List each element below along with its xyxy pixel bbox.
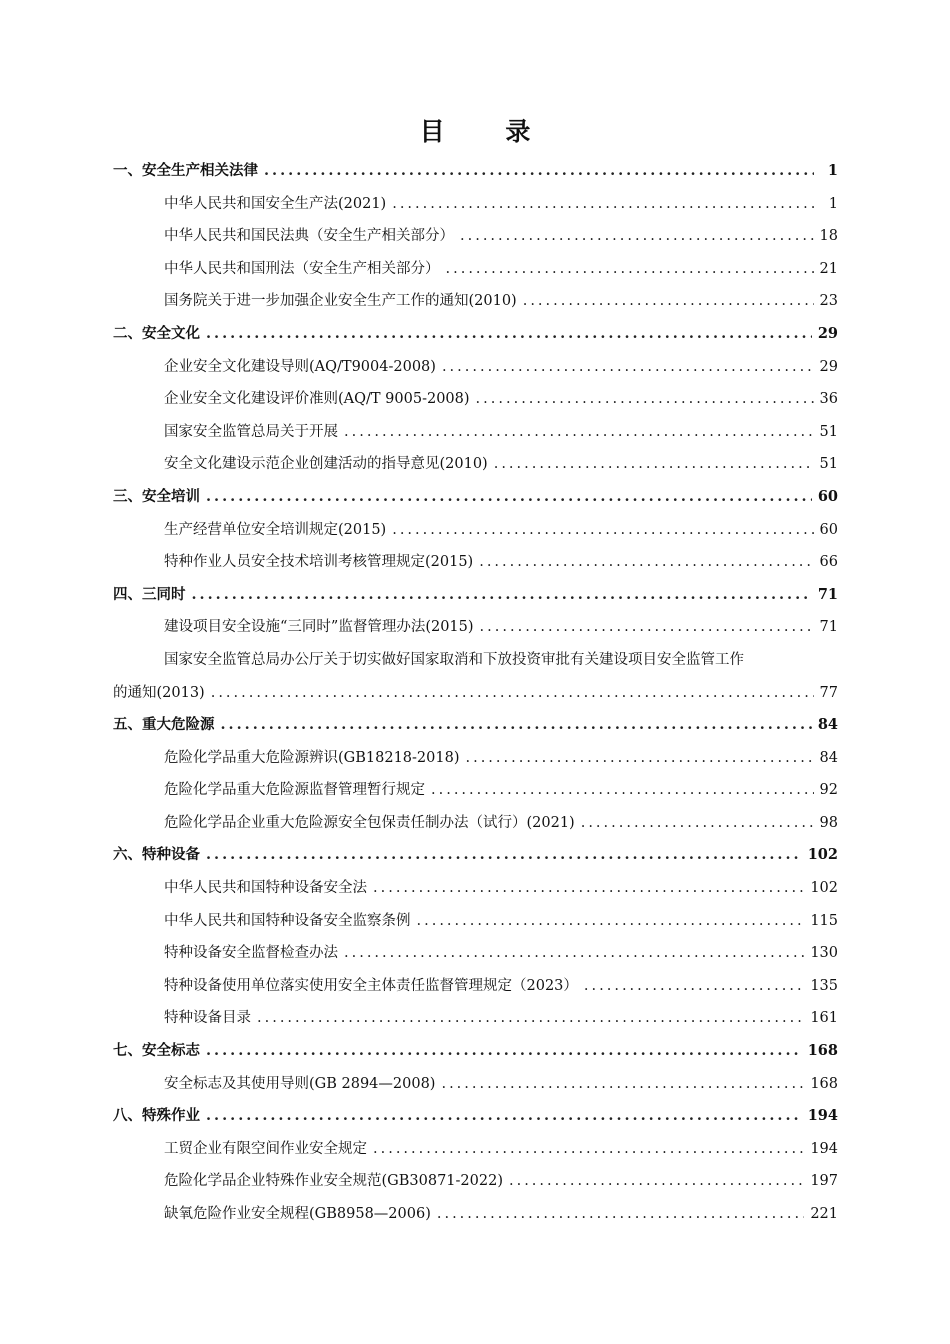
toc-dot-leader [437, 1198, 804, 1231]
toc-entry-label: 中华人民共和国民法典（安全生产相关部分） [164, 228, 454, 245]
toc-entry-label: 国家安全监管总局关于开展 [164, 423, 338, 440]
toc-page-number: 51 [819, 456, 838, 473]
toc-entry-label: 危险化学品重大危险源辨识(GB18218-2018) [164, 749, 460, 766]
toc-dot-leader [373, 872, 804, 905]
toc-dot-leader [479, 546, 813, 579]
toc-page-number: 77 [819, 684, 838, 701]
toc-section-heading[interactable] [113, 1100, 838, 1133]
toc-entry-label: 企业安全文化建设评价准则(AQ/T 9005-2008) [164, 391, 470, 408]
toc-page-number: 92 [819, 782, 838, 799]
toc-page-number: 130 [810, 945, 838, 962]
toc-section-heading[interactable] [113, 1035, 838, 1068]
toc-dot-leader [206, 481, 812, 514]
toc-page-number: 168 [807, 1042, 838, 1060]
toc-dot-leader [206, 839, 802, 872]
toc-entry[interactable] [113, 807, 838, 840]
toc-page-number: 21 [819, 260, 838, 277]
toc-page-number: 71 [819, 619, 838, 636]
toc-page-number: 168 [810, 1075, 838, 1092]
toc-section-label: 五、重大危险源 [113, 716, 215, 734]
toc-dot-leader [442, 351, 814, 384]
toc-section-heading[interactable] [113, 709, 838, 742]
toc-page-number: 84 [819, 749, 838, 766]
toc-entry[interactable] [113, 742, 838, 775]
toc-dot-leader [460, 220, 814, 253]
toc-page-number: 115 [810, 912, 838, 929]
toc-dot-leader [431, 774, 814, 807]
toc-entry-label: 生产经营单位安全培训规定(2015) [164, 521, 387, 538]
toc-entry[interactable] [113, 1165, 838, 1198]
toc-dot-leader [206, 1100, 802, 1133]
toc-page-number: 221 [810, 1206, 838, 1222]
toc-entry[interactable] [113, 514, 838, 547]
toc-entry-label: 安全标志及其使用导则(GB 2894—2008) [164, 1075, 436, 1092]
toc-entry-label: 建设项目安全设施“三同时”监督管理办法(2015) [164, 619, 474, 636]
toc-page-number: 98 [819, 814, 838, 831]
toc-dot-leader [446, 253, 814, 286]
toc-entry[interactable] [113, 1198, 838, 1231]
toc-entry[interactable] [113, 611, 838, 644]
toc-dot-leader [476, 383, 814, 416]
toc-page-number: 29 [817, 324, 838, 342]
toc-section-heading[interactable] [113, 839, 838, 872]
toc-entry[interactable] [113, 253, 838, 286]
toc-page-number: 1 [827, 162, 838, 179]
toc-dot-leader [344, 416, 814, 449]
toc-entry[interactable] [113, 1133, 838, 1166]
toc-dot-leader [206, 1035, 802, 1068]
toc-page-number: 194 [810, 1140, 838, 1157]
toc-dot-leader [584, 970, 804, 1003]
toc-section-heading[interactable] [113, 579, 838, 612]
toc-entry[interactable] [113, 220, 838, 253]
toc-entry-label: 特种设备安全监督检查办法 [164, 945, 338, 962]
toc-entry[interactable] [113, 1068, 838, 1101]
toc-page-number: 102 [810, 880, 838, 897]
toc-page-number: 51 [819, 423, 838, 440]
toc-dot-leader [509, 1165, 804, 1198]
toc-entry[interactable] [113, 351, 838, 384]
toc-entry-label: 危险化学品重大危险源监督管理暂行规定 [164, 782, 425, 799]
toc-entry-label: 特种设备使用单位落实使用安全主体责任监督管理规定（2023） [164, 977, 578, 994]
toc-entry-label-cont: 的通知(2013) [113, 684, 205, 701]
toc-dot-leader [392, 514, 813, 547]
toc-entry[interactable] [113, 188, 838, 221]
toc-section-label: 七、安全标志 [113, 1042, 200, 1060]
toc-page-number: 161 [810, 1010, 838, 1027]
toc-entry[interactable] [113, 1002, 838, 1035]
toc-entry-label: 企业安全文化建设导则(AQ/T9004-2008) [164, 358, 436, 375]
toc-dot-leader [192, 579, 812, 612]
toc-page-number: 84 [817, 716, 838, 734]
toc-section-label: 六、特种设备 [113, 846, 200, 864]
page-title: 目 录 [419, 117, 557, 146]
toc-page-number: 18 [819, 228, 838, 245]
toc-entry-label: 中华人民共和国安全生产法(2021) [164, 195, 387, 212]
toc-entry-label: 中华人民共和国特种设备安全法 [164, 880, 367, 897]
toc-section-heading[interactable] [113, 318, 838, 351]
toc-entry[interactable] [113, 383, 838, 416]
toc-page-number: 66 [819, 554, 838, 571]
toc-page-number: 197 [810, 1173, 838, 1190]
toc-dot-leader [494, 448, 814, 481]
toc-dot-leader [344, 937, 804, 970]
toc-dot-leader [480, 611, 814, 644]
toc-entry[interactable] [113, 872, 838, 905]
toc-entry[interactable] [113, 937, 838, 970]
toc-dot-leader [257, 1002, 804, 1035]
toc-page-number: 23 [819, 293, 838, 310]
toc-entry[interactable] [113, 416, 838, 449]
toc-entry-line1[interactable] [113, 644, 838, 677]
toc-page-number: 102 [807, 846, 838, 864]
toc-entry-label: 特种作业人员安全技术培训考核管理规定(2015) [164, 554, 474, 571]
toc-dot-leader [221, 709, 812, 742]
toc-page-number: 1 [828, 195, 838, 212]
toc-entry[interactable] [113, 546, 838, 579]
toc-dot-leader [392, 188, 814, 221]
toc-page-number: 36 [819, 391, 838, 408]
toc-dot-leader [441, 1068, 804, 1101]
toc-dot-leader [206, 318, 812, 351]
toc-page-number: 29 [819, 358, 838, 375]
toc-entry[interactable] [113, 970, 838, 1003]
toc-entry-line2[interactable] [113, 677, 838, 710]
toc-dot-leader [581, 807, 814, 840]
toc-dot-leader [211, 677, 814, 710]
toc-section-label: 一、安全生产相关法律 [113, 162, 258, 179]
toc-entry-label: 工贸企业有限空间作业安全规定 [164, 1140, 367, 1157]
toc-dot-leader [264, 155, 814, 188]
toc-page-number: 60 [819, 521, 838, 538]
toc-entry[interactable] [113, 285, 838, 318]
toc-section-heading[interactable] [113, 481, 838, 514]
toc-dot-leader [373, 1133, 804, 1166]
toc-entry-label: 国家安全监管总局办公厅关于切实做好国家取消和下放投资审批有关建设项目安全监管工作 [164, 651, 744, 668]
toc-entry[interactable] [113, 448, 838, 481]
toc-page-number: 71 [817, 585, 838, 603]
toc-entry-label: 危险化学品企业重大危险源安全包保责任制办法（试行）(2021) [164, 814, 575, 831]
toc-page-number: 60 [817, 487, 838, 505]
toc-section-label: 四、三同时 [113, 585, 186, 603]
toc-entry-label: 国务院关于进一步加强企业安全生产工作的通知(2010) [164, 293, 517, 310]
toc-entry-label: 中华人民共和国刑法（安全生产相关部分） [164, 260, 440, 277]
toc-section-label: 八、特殊作业 [113, 1107, 200, 1125]
toc-entry-label: 特种设备目录 [164, 1010, 251, 1027]
toc-entry-label: 危险化学品企业特殊作业安全规范(GB30871-2022) [164, 1173, 503, 1190]
table-of-contents [113, 155, 838, 1231]
toc-entry-label: 中华人民共和国特种设备安全监察条例 [164, 912, 411, 929]
toc-entry-label: 安全文化建设示范企业创建活动的指导意见(2010) [164, 456, 488, 473]
toc-section-label: 三、安全培训 [113, 487, 200, 505]
toc-dot-leader [523, 285, 814, 318]
toc-page-number: 135 [810, 977, 838, 994]
toc-entry-label: 缺氧危险作业安全规程(GB8958—2006) [164, 1206, 431, 1222]
toc-entry[interactable] [113, 905, 838, 938]
toc-dot-leader [465, 742, 813, 775]
toc-section-heading[interactable] [113, 155, 838, 188]
toc-page-number: 194 [807, 1107, 838, 1125]
toc-entry[interactable] [113, 774, 838, 807]
toc-dot-leader [417, 905, 805, 938]
toc-section-label: 二、安全文化 [113, 324, 200, 342]
